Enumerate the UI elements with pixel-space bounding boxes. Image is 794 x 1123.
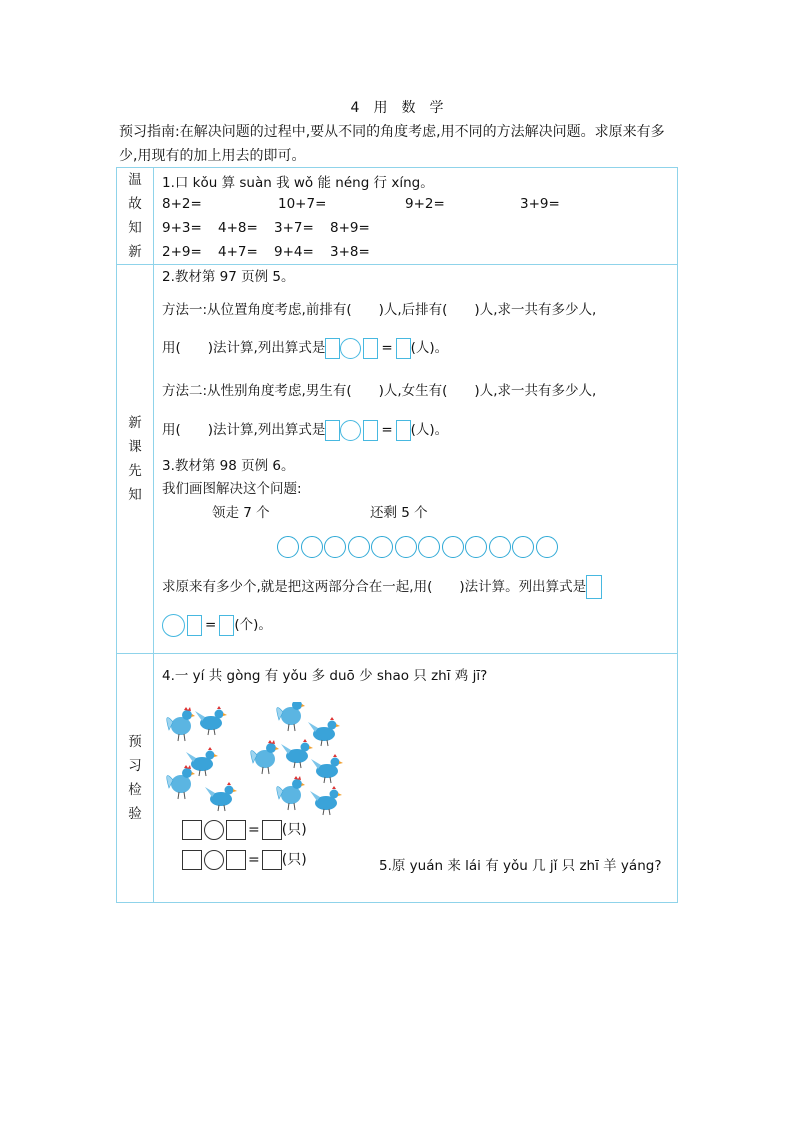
diagram-circle: [489, 536, 511, 558]
diagram-circle: [442, 536, 464, 558]
diagram-circle: [465, 536, 487, 558]
answer-box[interactable]: [182, 850, 202, 870]
answer-box[interactable]: [325, 338, 340, 359]
calc-item: 9+4=: [274, 244, 314, 260]
calc-item: 9+2=: [405, 196, 445, 212]
calc-item: 2+9=: [162, 244, 202, 260]
answer-box[interactable]: [363, 338, 378, 359]
operator-circle[interactable]: [340, 420, 361, 441]
diagram-circle: [277, 536, 299, 558]
section-label-new: 新课先知: [117, 265, 154, 654]
answer-box[interactable]: [396, 420, 411, 441]
method-1-line-1: 方法一:从位置角度考虑,前排有( )人,后排有( )人,求一共有多少人,: [162, 302, 597, 318]
operator-circle[interactable]: [204, 850, 224, 870]
section-label-review: 温故知新: [117, 168, 154, 265]
section-label-check: 预习检验: [117, 654, 154, 903]
operator-circle[interactable]: [204, 820, 224, 840]
method-1-line-2: 用( )法计算,列出算式是 = (人)。: [162, 336, 448, 359]
diagram-circle: [371, 536, 393, 558]
circle-diagram: [277, 536, 559, 562]
question-3-equation: = (个)。: [162, 613, 272, 637]
diagram-circle: [301, 536, 323, 558]
question-5: 5.原 yuán 来 lái 有 yǒu 几 jǐ 只 zhī 羊 yáng?: [379, 858, 662, 874]
answer-box[interactable]: [219, 615, 234, 636]
diagram-circle: [536, 536, 558, 558]
calc-item: 10+7=: [278, 196, 327, 212]
answer-box[interactable]: [363, 420, 378, 441]
label-remain: 还剩 5 个: [370, 505, 428, 521]
calc-item: 3+7=: [274, 220, 314, 236]
method-2-line-1: 方法二:从性别角度考虑,男生有( )人,女生有( )人,求一共有多少人,: [162, 383, 597, 399]
calc-item: 9+3=: [162, 220, 202, 236]
answer-box[interactable]: [262, 850, 282, 870]
answer-box[interactable]: [396, 338, 411, 359]
diagram-circle: [324, 536, 346, 558]
answer-box[interactable]: [226, 820, 246, 840]
calc-item: 4+7=: [218, 244, 258, 260]
calc-item: 4+8=: [218, 220, 258, 236]
diagram-circle: [395, 536, 417, 558]
question-3-subtitle: 我们画图解决这个问题:: [162, 481, 302, 497]
calc-item: 3+9=: [520, 196, 560, 212]
chicken-illustration: [159, 702, 349, 834]
diagram-circle: [512, 536, 534, 558]
worksheet-table: [116, 167, 678, 903]
question-3: 3.教材第 98 页例 6。: [162, 458, 295, 474]
calc-item: 8+9=: [330, 220, 370, 236]
page-title: 4 用 数 学: [350, 100, 444, 116]
answer-box[interactable]: [262, 820, 282, 840]
equation-row-2: = (只): [182, 849, 307, 870]
diagram-circle: [348, 536, 370, 558]
answer-box[interactable]: [182, 820, 202, 840]
question-4: 4.一 yí 共 gòng 有 yǒu 多 duō 少 shao 只 zhī 鸡 jī?: [162, 668, 488, 684]
operator-circle[interactable]: [162, 614, 185, 637]
answer-box[interactable]: [187, 615, 202, 636]
calc-item: 8+2=: [162, 196, 202, 212]
operator-circle[interactable]: [340, 338, 361, 359]
answer-box[interactable]: [226, 850, 246, 870]
question-2: 2.教材第 97 页例 5。: [162, 269, 295, 285]
diagram-circle: [418, 536, 440, 558]
preview-guide: 预习指南:在解决问题的过程中,要从不同的角度考虑,用不同的方法解决问题。求原来有多少,用现有的加上用去的即可。: [119, 124, 665, 164]
answer-box[interactable]: [586, 575, 602, 599]
answer-box[interactable]: [325, 420, 340, 441]
equation-row-1: = (只): [182, 819, 307, 840]
calc-item: 3+8=: [330, 244, 370, 260]
label-taken: 领走 7 个: [212, 505, 270, 521]
question-1: 1.口 kǒu 算 suàn 我 wǒ 能 néng 行 xíng。: [162, 175, 434, 191]
method-2-line-2: 用( )法计算,列出算式是 = (人)。: [162, 418, 448, 441]
question-3-line: 求原来有多少个,就是把这两部分合在一起,用( )法计算。列出算式是: [162, 575, 602, 599]
